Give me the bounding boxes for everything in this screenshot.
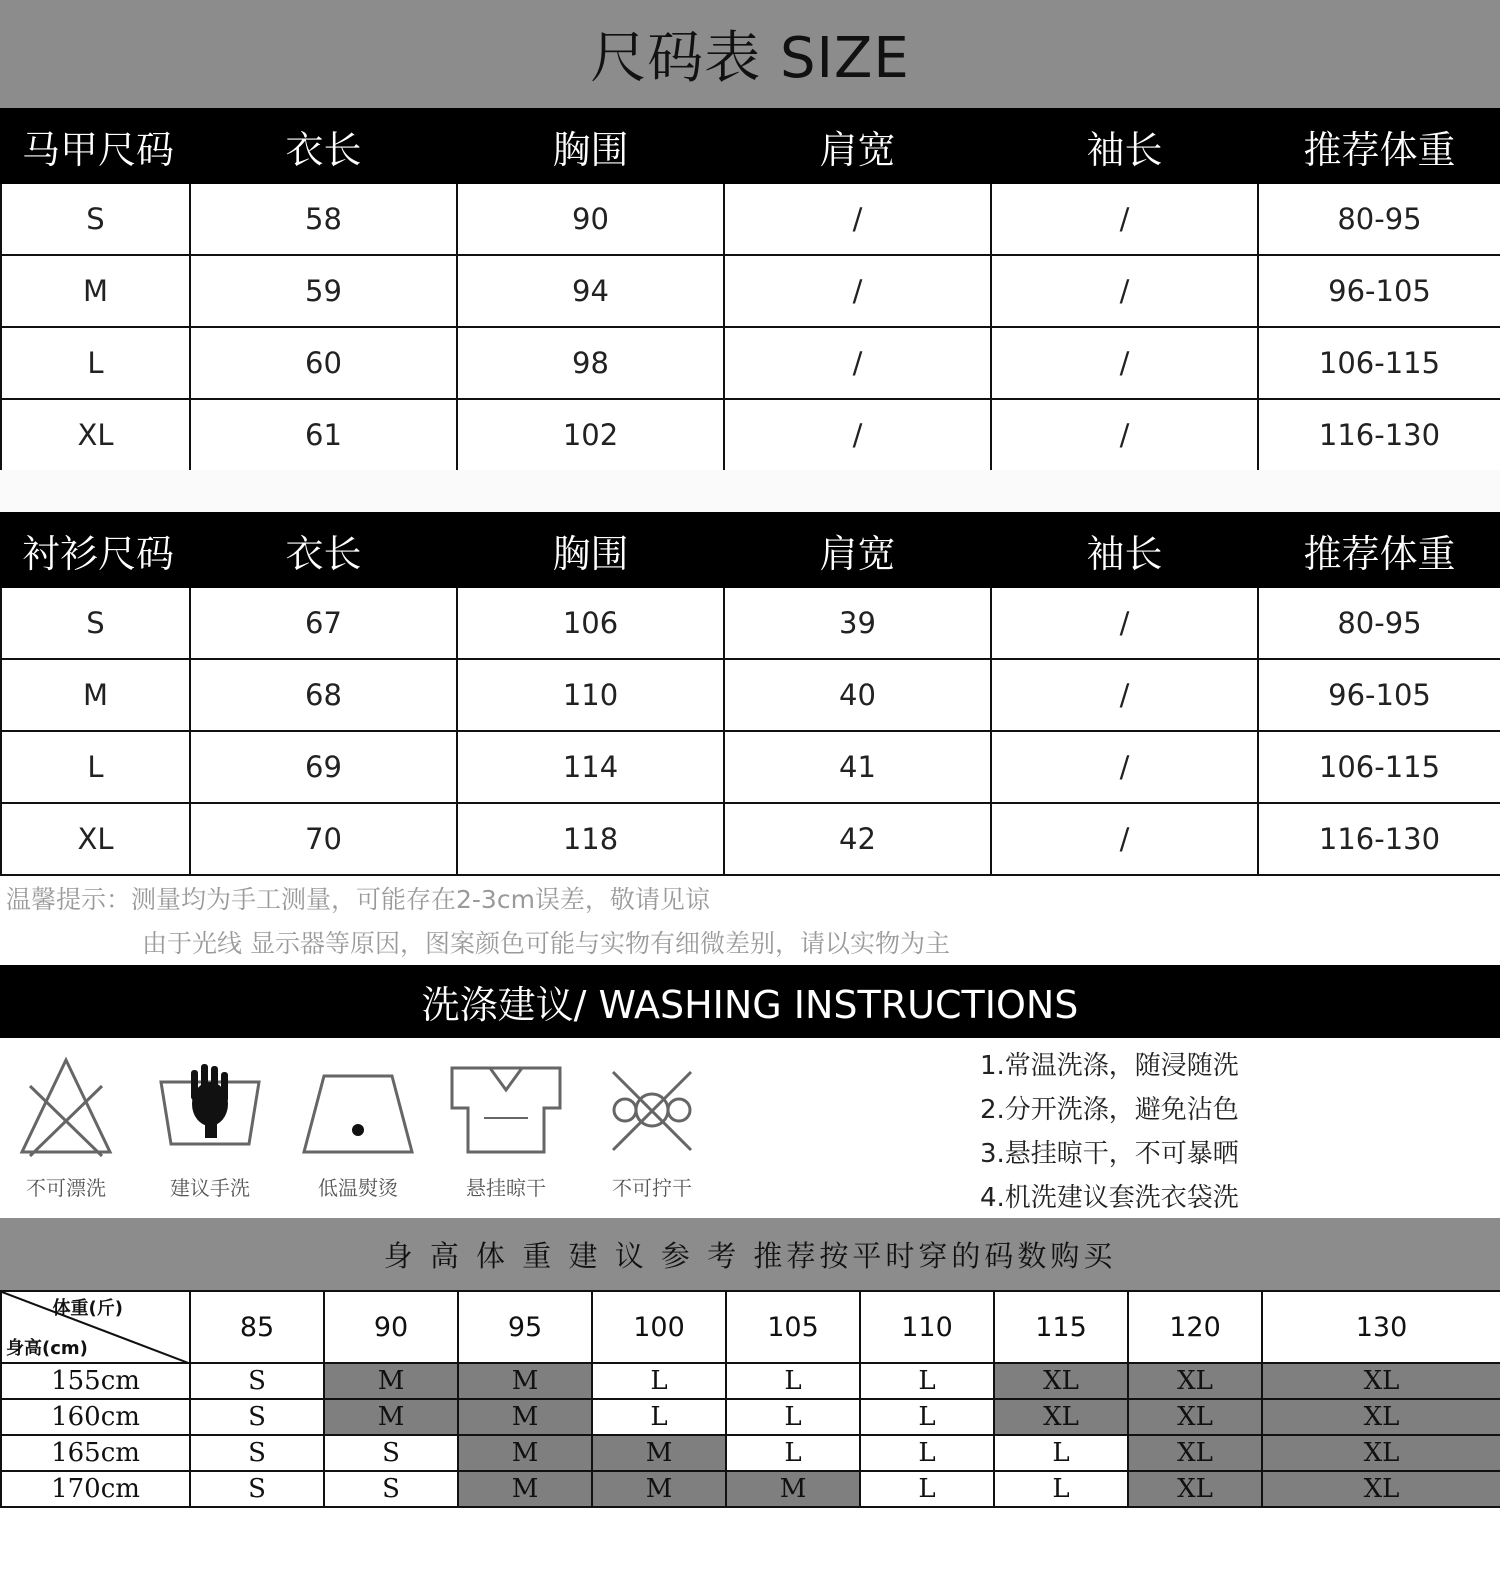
size-cell: L: [726, 1435, 860, 1471]
size-cell: L: [592, 1363, 726, 1399]
vest-table-header: [1, 109, 1500, 183]
table-row: [1, 399, 1500, 471]
table-cell: 106-115: [1258, 731, 1500, 803]
table-cell: /: [991, 731, 1258, 803]
icon-label: 不可漂洗: [26, 1176, 106, 1200]
list-item: 1.常温洗涤，随浸随洗: [980, 1051, 1239, 1081]
table-cell: L: [1, 327, 190, 399]
height-cell: 165cm: [1, 1435, 190, 1471]
size-cell: L: [592, 1399, 726, 1435]
table-cell: /: [991, 399, 1258, 471]
table-cell: S: [1, 183, 190, 255]
height-cell: 160cm: [1, 1399, 190, 1435]
table-cell: 61: [190, 399, 457, 471]
size-cell: M: [726, 1471, 860, 1507]
size-cell: XL: [1262, 1435, 1500, 1471]
weight-header-cell: 120: [1128, 1291, 1262, 1363]
hang-dry-item: [446, 1052, 566, 1201]
size-cell: XL: [1128, 1399, 1262, 1435]
size-cell: XL: [1262, 1363, 1500, 1399]
shirt-header-weight: 推荐体重: [1258, 513, 1500, 587]
icon-label: 低温熨烫: [318, 1176, 398, 1200]
hang-dry-icon: [448, 1052, 564, 1162]
size-cell: M: [458, 1471, 592, 1507]
size-cell: S: [324, 1435, 458, 1471]
size-cell: L: [994, 1471, 1128, 1507]
table-row: [1, 803, 1500, 875]
no-bleach-icon: [16, 1052, 116, 1162]
list-item: 3.悬挂晾干，不可暴晒: [980, 1139, 1239, 1169]
height-cell: 155cm: [1, 1363, 190, 1399]
vest-header-shoulder: 肩宽: [724, 109, 991, 183]
table-cell: 96-105: [1258, 659, 1500, 731]
size-cell: S: [190, 1363, 324, 1399]
table-cell: 110: [457, 659, 724, 731]
table-cell: S: [1, 587, 190, 659]
table-cell: 118: [457, 803, 724, 875]
list-item: 2.分开洗涤，避免沾色: [980, 1095, 1239, 1125]
size-cell: XL: [994, 1399, 1128, 1435]
weight-header-cell: 95: [458, 1291, 592, 1363]
table-cell: 106: [457, 587, 724, 659]
table-cell: /: [724, 183, 991, 255]
table-cell: 58: [190, 183, 457, 255]
shirt-table-header: [1, 513, 1500, 587]
shirt-header-chest: 胸围: [457, 513, 724, 587]
table-cell: 116-130: [1258, 803, 1500, 875]
table-row: [1, 731, 1500, 803]
size-cell: S: [324, 1471, 458, 1507]
table-row: [1, 1435, 1500, 1471]
table-cell: /: [724, 327, 991, 399]
table-cell: 114: [457, 731, 724, 803]
table-cell: 39: [724, 587, 991, 659]
washing-instructions-area: [0, 1038, 1500, 1218]
table-row: [1, 1471, 1500, 1507]
size-chart-title: 尺码表 SIZE: [590, 26, 910, 91]
vest-header-sleeve: 袖长: [991, 109, 1258, 183]
washing-title-band: [0, 965, 1500, 1038]
table-cell: 98: [457, 327, 724, 399]
size-cell: M: [458, 1435, 592, 1471]
washing-title: 洗涤建议/ WASHING INSTRUCTIONS: [421, 983, 1079, 1027]
size-cell: S: [190, 1435, 324, 1471]
shirt-size-table: [0, 512, 1500, 876]
table-cell: /: [991, 255, 1258, 327]
table-cell: 59: [190, 255, 457, 327]
no-bleach-item: [6, 1052, 126, 1201]
table-cell: /: [991, 327, 1258, 399]
weight-header-cell: 105: [726, 1291, 860, 1363]
size-cell: L: [726, 1363, 860, 1399]
low-iron-item: [298, 1052, 418, 1201]
weight-header-cell: 90: [324, 1291, 458, 1363]
corner-cell: [1, 1291, 190, 1363]
size-cell: XL: [1262, 1399, 1500, 1435]
size-cell: XL: [1128, 1471, 1262, 1507]
vest-header-length: 衣长: [190, 109, 457, 183]
no-wring-icon: [597, 1052, 707, 1162]
shirt-header-shoulder: 肩宽: [724, 513, 991, 587]
vest-header-chest: 胸围: [457, 109, 724, 183]
table-cell: 60: [190, 327, 457, 399]
height-axis-label: 身高(cm): [6, 1338, 88, 1359]
table-cell: 96-105: [1258, 255, 1500, 327]
weight-header-cell: 130: [1262, 1291, 1500, 1363]
icon-label: 建议手洗: [170, 1176, 250, 1200]
table-cell: 70: [190, 803, 457, 875]
size-cell: M: [324, 1399, 458, 1435]
table-row: [1, 1399, 1500, 1435]
table-cell: 41: [724, 731, 991, 803]
hand-wash-icon: [155, 1052, 265, 1162]
size-cell: S: [190, 1471, 324, 1507]
table-cell: M: [1, 659, 190, 731]
table-cell: 106-115: [1258, 327, 1500, 399]
table-cell: /: [991, 587, 1258, 659]
note-measurement-error: 温馨提示：测量均为手工测量，可能存在2-3cm误差，敬请见谅: [6, 885, 710, 914]
table-row: [1, 587, 1500, 659]
size-cell: M: [458, 1363, 592, 1399]
table-cell: 116-130: [1258, 399, 1500, 471]
table-cell: 94: [457, 255, 724, 327]
size-cell: L: [726, 1399, 860, 1435]
size-cell: M: [592, 1435, 726, 1471]
size-cell: M: [592, 1471, 726, 1507]
height-weight-table: [0, 1290, 1500, 1508]
size-cell: L: [860, 1471, 994, 1507]
table-cell: 80-95: [1258, 587, 1500, 659]
shirt-header-size: 衬衫尺码: [1, 513, 190, 587]
low-iron-icon: [300, 1052, 416, 1162]
size-cell: L: [860, 1399, 994, 1435]
table-row: [1, 327, 1500, 399]
measurement-notes: [0, 872, 1500, 964]
table-cell: /: [991, 659, 1258, 731]
no-wring-item: [592, 1052, 712, 1201]
size-cell: XL: [1262, 1471, 1500, 1507]
list-item: 4.机洗建议套洗衣袋洗: [980, 1183, 1239, 1213]
table-cell: 80-95: [1258, 183, 1500, 255]
table-cell: 40: [724, 659, 991, 731]
vest-size-table: [0, 108, 1500, 472]
hand-wash-item: [150, 1052, 270, 1201]
size-cell: L: [860, 1435, 994, 1471]
size-cell: M: [458, 1399, 592, 1435]
table-spacer: [0, 470, 1500, 512]
note-color-difference: 由于光线 显示器等原因，图案颜色可能与实物有细微差别，请以实物为主: [142, 929, 950, 958]
table-cell: 42: [724, 803, 991, 875]
weight-axis-label: 体重(斤): [52, 1298, 123, 1319]
size-cell: L: [860, 1363, 994, 1399]
weight-header-cell: 100: [592, 1291, 726, 1363]
table-cell: 69: [190, 731, 457, 803]
weight-header-cell: 110: [860, 1291, 994, 1363]
table-cell: /: [724, 399, 991, 471]
weight-header-cell: 85: [190, 1291, 324, 1363]
size-cell: XL: [994, 1363, 1128, 1399]
shirt-header-sleeve: 袖长: [991, 513, 1258, 587]
table-cell: XL: [1, 803, 190, 875]
size-chart-title-band: [0, 0, 1500, 108]
table-row: [1, 1363, 1500, 1399]
table-cell: 68: [190, 659, 457, 731]
size-cell: XL: [1128, 1435, 1262, 1471]
table-cell: L: [1, 731, 190, 803]
size-cell: S: [190, 1399, 324, 1435]
vest-header-weight: 推荐体重: [1258, 109, 1500, 183]
table-row: [1, 659, 1500, 731]
size-cell: M: [324, 1363, 458, 1399]
size-cell: L: [994, 1435, 1128, 1471]
shirt-header-length: 衣长: [190, 513, 457, 587]
weight-header-cell: 115: [994, 1291, 1128, 1363]
table-cell: /: [991, 803, 1258, 875]
table-cell: M: [1, 255, 190, 327]
table-cell: 67: [190, 587, 457, 659]
table-cell: /: [724, 255, 991, 327]
table-row: [1, 183, 1500, 255]
table-cell: XL: [1, 399, 190, 471]
height-cell: 170cm: [1, 1471, 190, 1507]
weight-header-row: [1, 1291, 1500, 1363]
vest-header-size: 马甲尺码: [1, 109, 190, 183]
reference-title: 身 高 体 重 建 议 参 考 推荐按平时穿的码数购买: [383, 1238, 1117, 1273]
table-row: [1, 255, 1500, 327]
icon-label: 不可拧干: [612, 1176, 692, 1200]
table-cell: 90: [457, 183, 724, 255]
washing-tips-list: [980, 1044, 1239, 1220]
size-cell: XL: [1128, 1363, 1262, 1399]
table-cell: 102: [457, 399, 724, 471]
reference-title-band: [0, 1218, 1500, 1290]
icon-label: 悬挂晾干: [466, 1176, 546, 1200]
table-cell: /: [991, 183, 1258, 255]
